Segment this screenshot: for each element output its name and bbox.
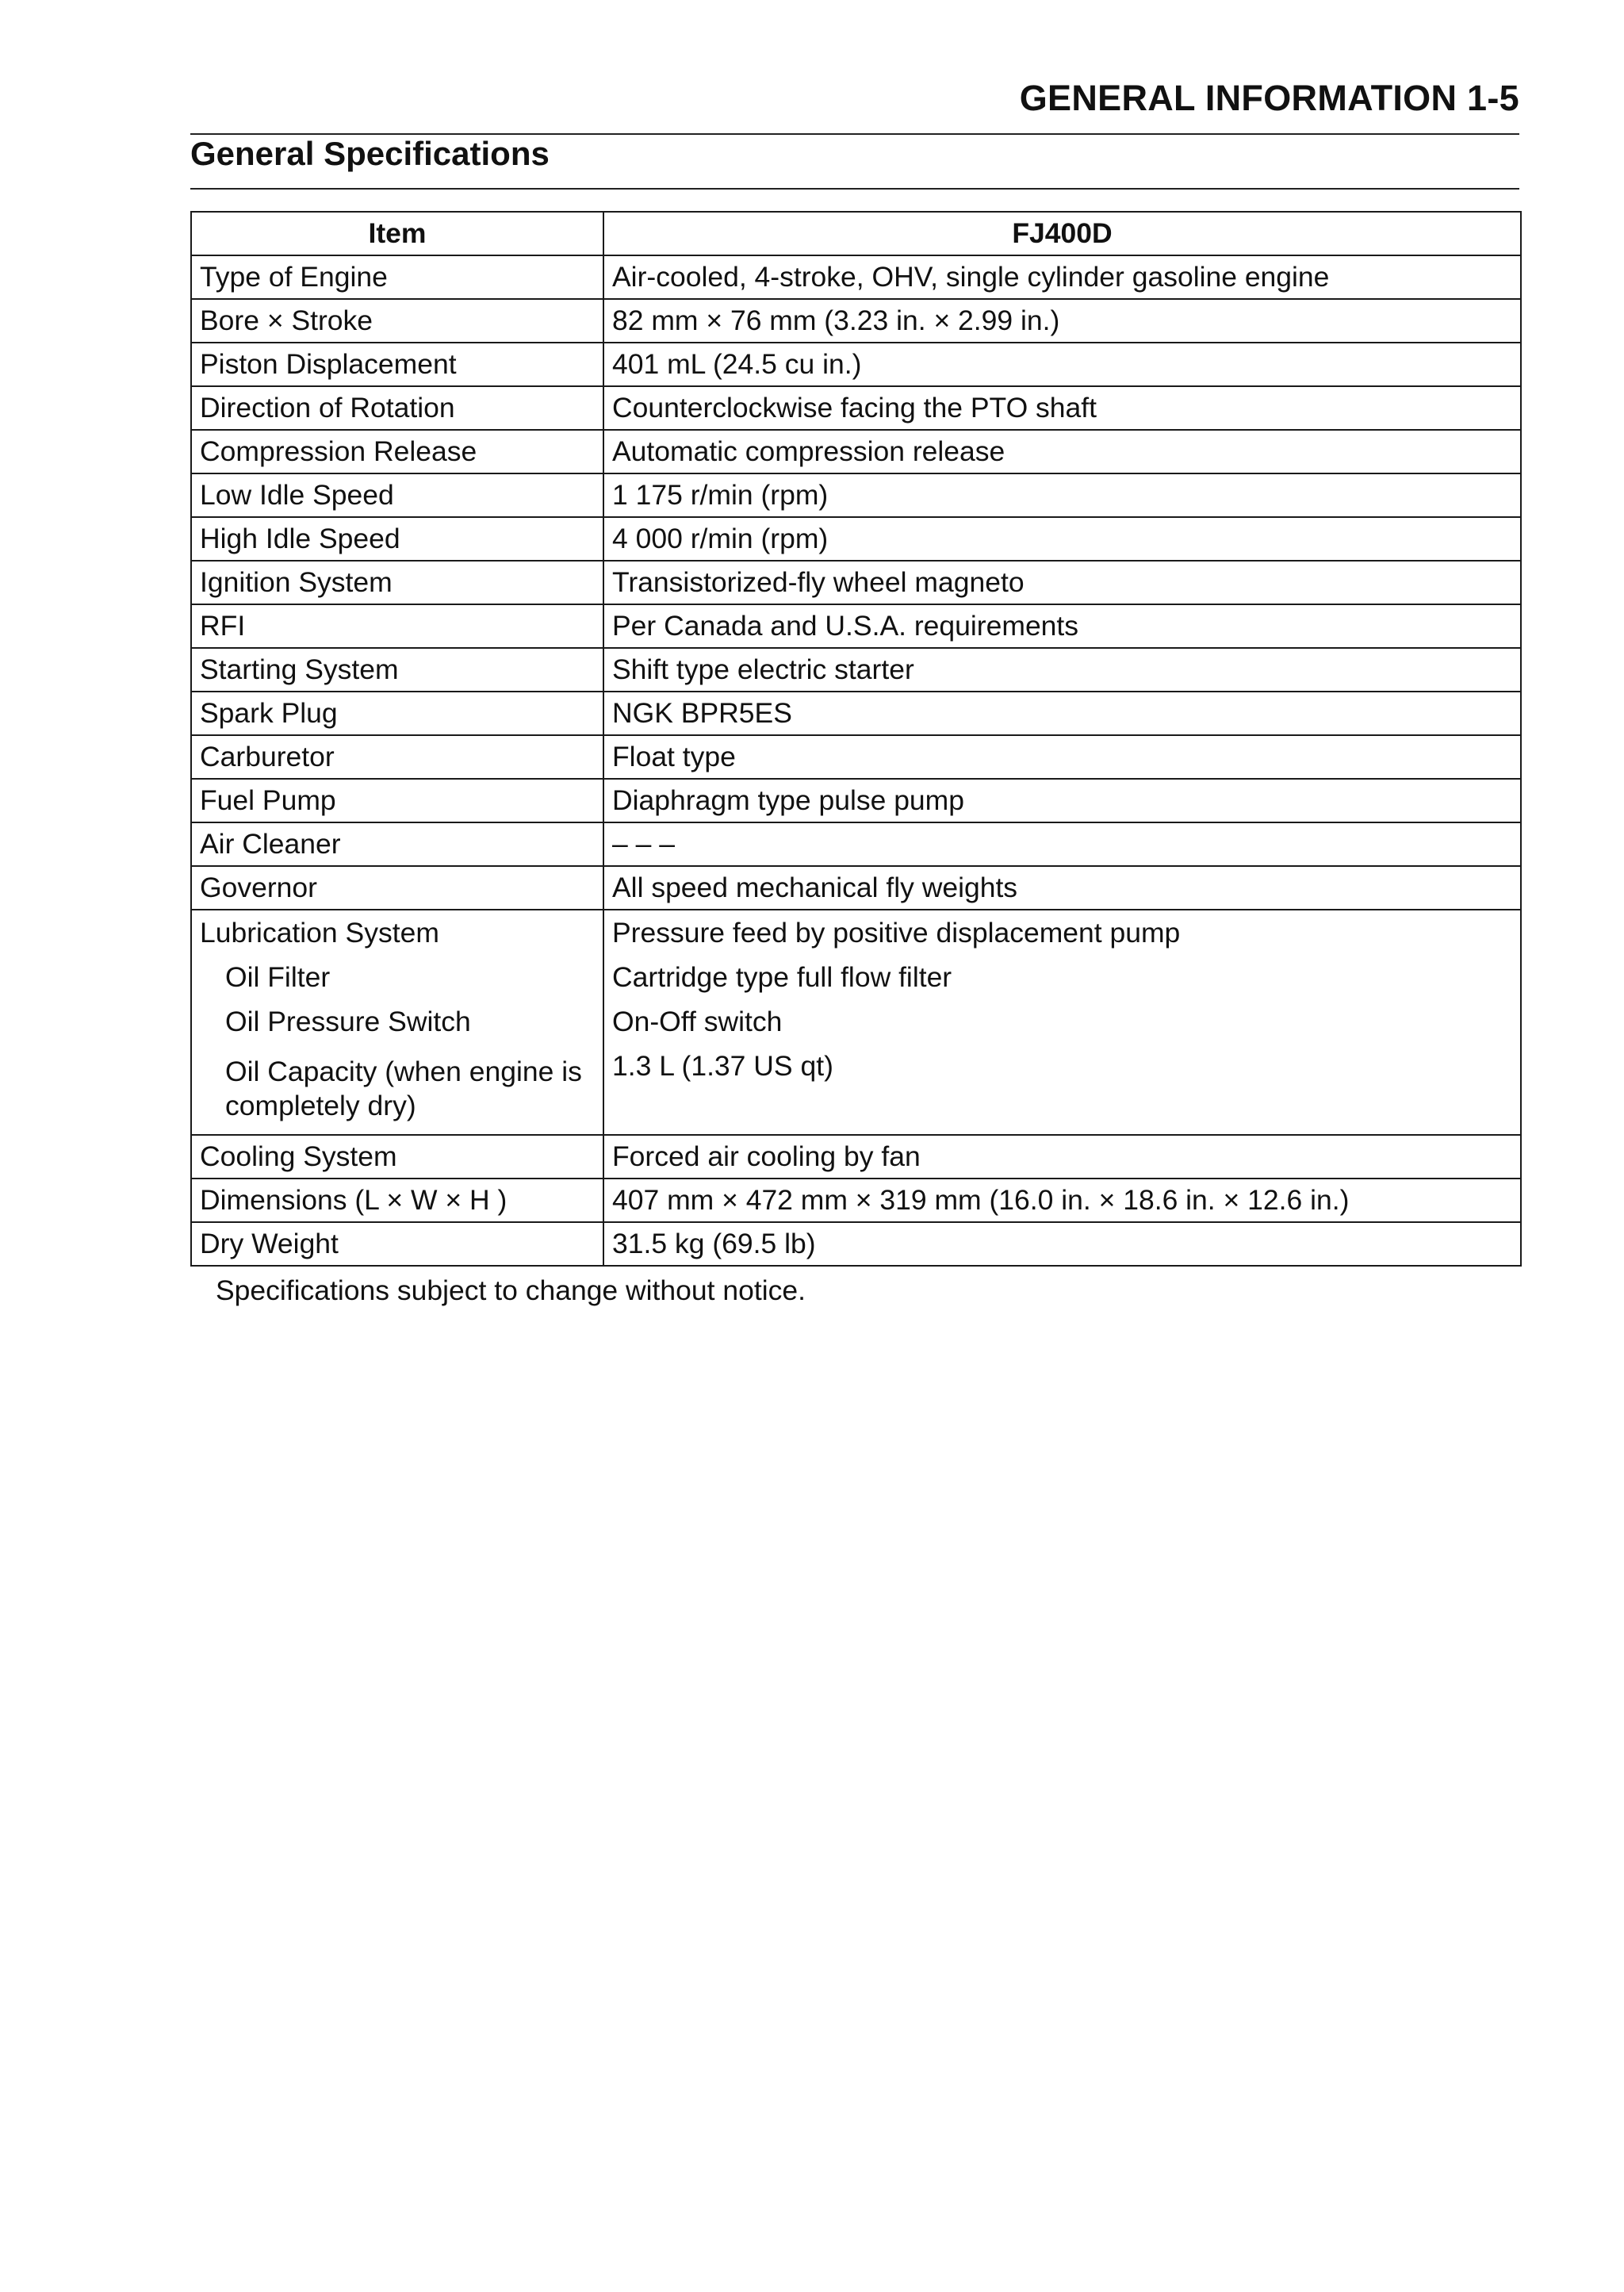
oil-capacity-label: Oil Capacity (when engine is completely dry) [225,1056,582,1121]
table-row [191,517,1521,561]
section-rule [190,188,1519,190]
spec-item-cell: Fuel Pump [191,779,603,822]
section-title: General Specifications [190,135,550,172]
table-row [191,779,1521,822]
spacer [200,1123,595,1134]
table-row [191,692,1521,735]
spacer [200,1044,595,1055]
table-row [191,255,1521,299]
spec-item-cell: Air Cleaner [191,822,603,866]
spec-item-cell: Compression Release [191,430,603,473]
spec-value-cell: 82 mm × 76 mm (3.23 in. × 2.99 in.) [603,299,1521,343]
table-row [191,473,1521,517]
table-row-lubrication [191,910,1521,1135]
spec-item-cell: Spark Plug [191,692,603,735]
spec-item-cell: Low Idle Speed [191,473,603,517]
table-row [191,386,1521,430]
spec-value-cell: 31.5 kg (69.5 lb) [603,1222,1521,1266]
table-row [191,604,1521,648]
table-row [191,343,1521,386]
spec-value-cell: Per Canada and U.S.A. requirements [603,604,1521,648]
column-header-model: FJ400D [603,212,1521,255]
spec-item-cell: Piston Displacement [191,343,603,386]
page-header: GENERAL INFORMATION 1-5 [1019,78,1519,118]
spec-value-cell: Automatic compression release [603,430,1521,473]
table-row [191,1179,1521,1222]
oil-pressure-switch-label: Oil Pressure Switch [225,1006,471,1037]
table-body [191,255,1521,1266]
spec-item-cell [191,910,603,1135]
oil-filter-value: Cartridge type full flow filter [612,961,952,993]
oil-pressure-switch-value: On-Off switch [612,1006,783,1037]
oil-filter-label: Oil Filter [225,961,331,993]
table-row [191,648,1521,692]
spec-item-cell: RFI [191,604,603,648]
table-row [191,561,1521,604]
spec-value-cell: Shift type electric starter [603,648,1521,692]
lubrication-system-value: Pressure feed by positive displacement pump [612,917,1181,949]
spec-value-cell: Float type [603,735,1521,779]
spec-value-cell: Air-cooled, 4-stroke, OHV, single cylinder gasoline engine [603,255,1521,299]
spec-value-cell: Counterclockwise facing the PTO shaft [603,386,1521,430]
spec-item-cell: Carburetor [191,735,603,779]
spec-value-cell: – – – [603,822,1521,866]
spec-item-cell: Dimensions (L × W × H ) [191,1179,603,1222]
table-row [191,735,1521,779]
spec-value-cell: Transistorized-fly wheel magneto [603,561,1521,604]
table-row [191,822,1521,866]
spec-item-cell: Governor [191,866,603,910]
table-header-row [191,212,1521,255]
spec-value-cell: 1 175 r/min (rpm) [603,473,1521,517]
lubrication-system-label: Lubrication System [200,917,439,949]
column-header-item: Item [191,212,603,255]
spec-item-cell: High Idle Speed [191,517,603,561]
spec-value-cell: All speed mechanical fly weights [603,866,1521,910]
spec-item-cell: Direction of Rotation [191,386,603,430]
spec-item-cell: Dry Weight [191,1222,603,1266]
spec-value-cell: Forced air cooling by fan [603,1135,1521,1179]
table-row [191,1135,1521,1179]
spec-value-cell: 401 mL (24.5 cu in.) [603,343,1521,386]
footnote: Specifications subject to change without notice. [216,1274,806,1306]
specifications-table [190,211,1522,1267]
table-row [191,1222,1521,1266]
spec-value-cell: NGK BPR5ES [603,692,1521,735]
spec-item-cell: Ignition System [191,561,603,604]
spec-item-cell: Starting System [191,648,603,692]
spec-value-cell [603,910,1521,1135]
table-row [191,430,1521,473]
spec-item-cell: Cooling System [191,1135,603,1179]
spec-value-cell: 4 000 r/min (rpm) [603,517,1521,561]
spec-item-cell: Bore × Stroke [191,299,603,343]
table-row [191,299,1521,343]
oil-capacity-value: 1.3 L (1.37 US qt) [612,1050,833,1082]
spec-value-cell: Diaphragm type pulse pump [603,779,1521,822]
table-row [191,866,1521,910]
spec-value-cell: 407 mm × 472 mm × 319 mm (16.0 in. × 18.6 in. × 12.6 in.) [603,1179,1521,1222]
spec-item-cell: Type of Engine [191,255,603,299]
